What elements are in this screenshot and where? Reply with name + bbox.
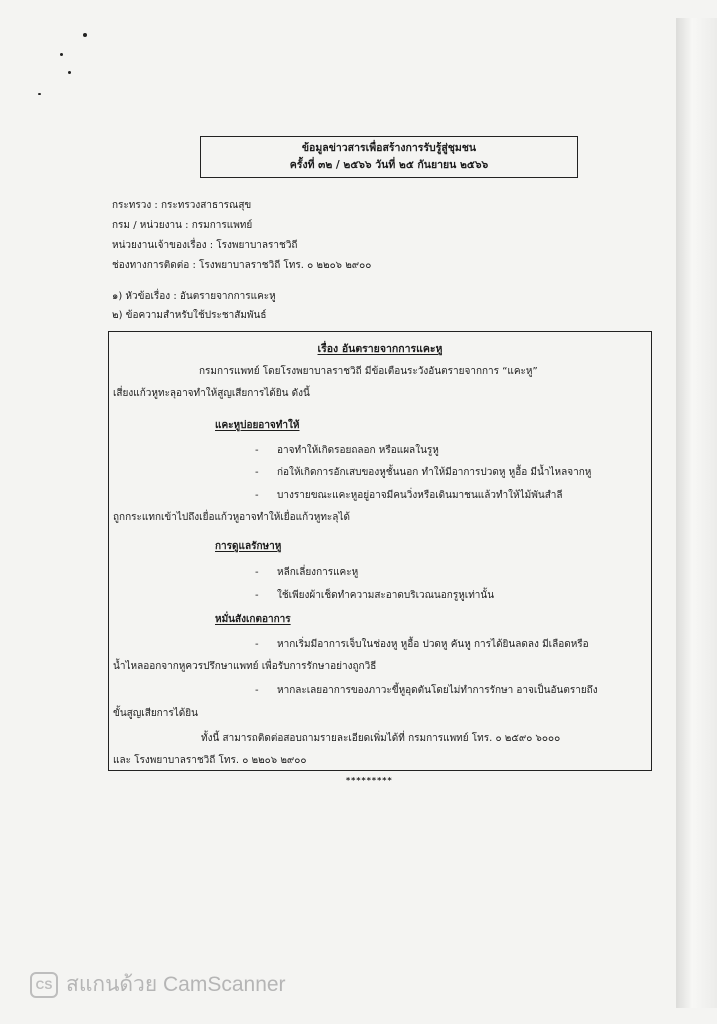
list-item-text: อาจทำให้เกิดรอยถลอก หรือแผลในรูหู: [277, 445, 439, 456]
meta-contact: ช่องทางการติดต่อ : โรงพยาบาลราชวิถี โทร. ๐ ๒๒๐๖ ๒๙๐๐: [112, 260, 372, 271]
list-item-text: หากละเลยอาการของภาวะขี้หูอุดตันโดยไม่ทำการรักษา อาจเป็นอันตรายถึง: [277, 685, 598, 696]
header-issue: ครั้งที่ ๓๒ / ๒๕๖๖ วันที่ ๒๕ กันยายน ๒๕๖๖: [289, 159, 489, 171]
section-heading-symptoms: หมั่นสังเกตอาการ: [215, 614, 291, 625]
meta-block: [112, 196, 371, 276]
content-title-text: เรื่อง อันตรายจากการแคะหู: [317, 343, 443, 355]
watermark-text: สแกนด้วย CamScanner: [66, 973, 286, 996]
header-box: [200, 136, 578, 178]
section-heading-risks: แคะหูบ่อยอาจทำให้: [215, 420, 300, 431]
bullet-dash: -: [255, 445, 259, 456]
list-item-continuation: ขั้นสูญเสียการได้ยิน: [113, 708, 198, 719]
intro-line-2: เสี่ยงแก้วหูทะลุอาจทำให้สูญเสียการได้ยิน ดังนี้: [113, 388, 310, 399]
list-item-text: หลีกเลี่ยงการแคะหู: [277, 567, 359, 578]
list-item: [255, 636, 589, 655]
intro-line-1: กรมการแพทย์ โดยโรงพยาบาลราชวิถี มีข้อเตือนระวังอันตรายจากการ “แคะหู”: [199, 366, 538, 377]
section-heading-care: การดูแลรักษาหู: [215, 541, 282, 552]
scan-speck: [38, 93, 41, 95]
camscanner-logo-icon: CS: [30, 972, 58, 998]
list-item-text: ใช้เพียงผ้าเช็ดทำความสะอาดบริเวณนอกรูหูเท่านั้น: [277, 590, 495, 601]
scan-speck: [68, 71, 71, 74]
list-item: [255, 587, 494, 606]
list-item: [255, 682, 598, 701]
content-box: [108, 331, 652, 771]
topic-subject: ๑) หัวข้อเรื่อง : อันตรายจากการแคะหู: [112, 291, 276, 302]
bullet-dash: -: [255, 490, 259, 501]
meta-department: กรม / หน่วยงาน : กรมการแพทย์: [112, 220, 253, 231]
meta-owner: หน่วยงานเจ้าของเรื่อง : โรงพยาบาลราชวิถี: [112, 240, 298, 251]
bullet-dash: -: [255, 467, 259, 478]
camscanner-watermark: [30, 968, 286, 1001]
list-item-continuation: น้ำไหลออกจากหูควรปรึกษาแพทย์ เพื่อรับการรักษาอย่างถูกวิธี: [113, 661, 377, 672]
list-item: [255, 487, 563, 506]
end-marker: *********: [346, 776, 393, 785]
bullet-dash: -: [255, 685, 259, 696]
topic-pr-text: ๒) ข้อความสำหรับใช้ประชาสัมพันธ์: [112, 310, 267, 321]
list-item: [255, 464, 591, 483]
topics-block: [112, 287, 276, 325]
scan-speck: [60, 53, 63, 56]
scan-speck: [83, 33, 87, 37]
meta-ministry: กระทรวง : กระทรวงสาธารณสุข: [112, 200, 252, 211]
page-edge: [676, 18, 717, 1008]
content-title: [109, 340, 651, 359]
list-item-text: ก่อให้เกิดการอักเสบของหูชั้นนอก ทำให้มีอาการปวดหู หูอื้อ มีน้ำไหลจากหู: [277, 467, 592, 478]
header-title: ข้อมูลข่าวสารเพื่อสร้างการรับรู้สู่ชุมชน: [301, 142, 477, 154]
list-item-text: บางรายขณะแคะหูอยู่อาจมีคนวิ่งหรือเดินมาชนแล้วทำให้ไม้พันสำลี: [277, 490, 563, 501]
list-item-continuation: ถูกกระแทกเข้าไปถึงเยื่อแก้วหูอาจทำให้เยื่อแก้วหูทะลุได้: [113, 512, 350, 523]
closing-line-2: และ โรงพยาบาลราชวิถี โทร. ๐ ๒๒๐๖ ๒๙๐๐: [113, 755, 307, 766]
list-item-text: หากเริ่มมีอาการเจ็บในช่องหู หูอื้อ ปวดหู คันหู การได้ยินลดลง มีเลือดหรือ: [277, 639, 589, 650]
list-item: [255, 564, 358, 583]
bullet-dash: -: [255, 639, 259, 650]
bullet-dash: -: [255, 567, 259, 578]
closing-line-1: ทั้งนี้ สามารถติดต่อสอบถามรายละเอียดเพิ่มได้ที่ กรมการแพทย์ โทร. ๐ ๒๕๙๐ ๖๐๐๐: [201, 733, 561, 744]
list-item: [255, 442, 439, 461]
bullet-dash: -: [255, 590, 259, 601]
